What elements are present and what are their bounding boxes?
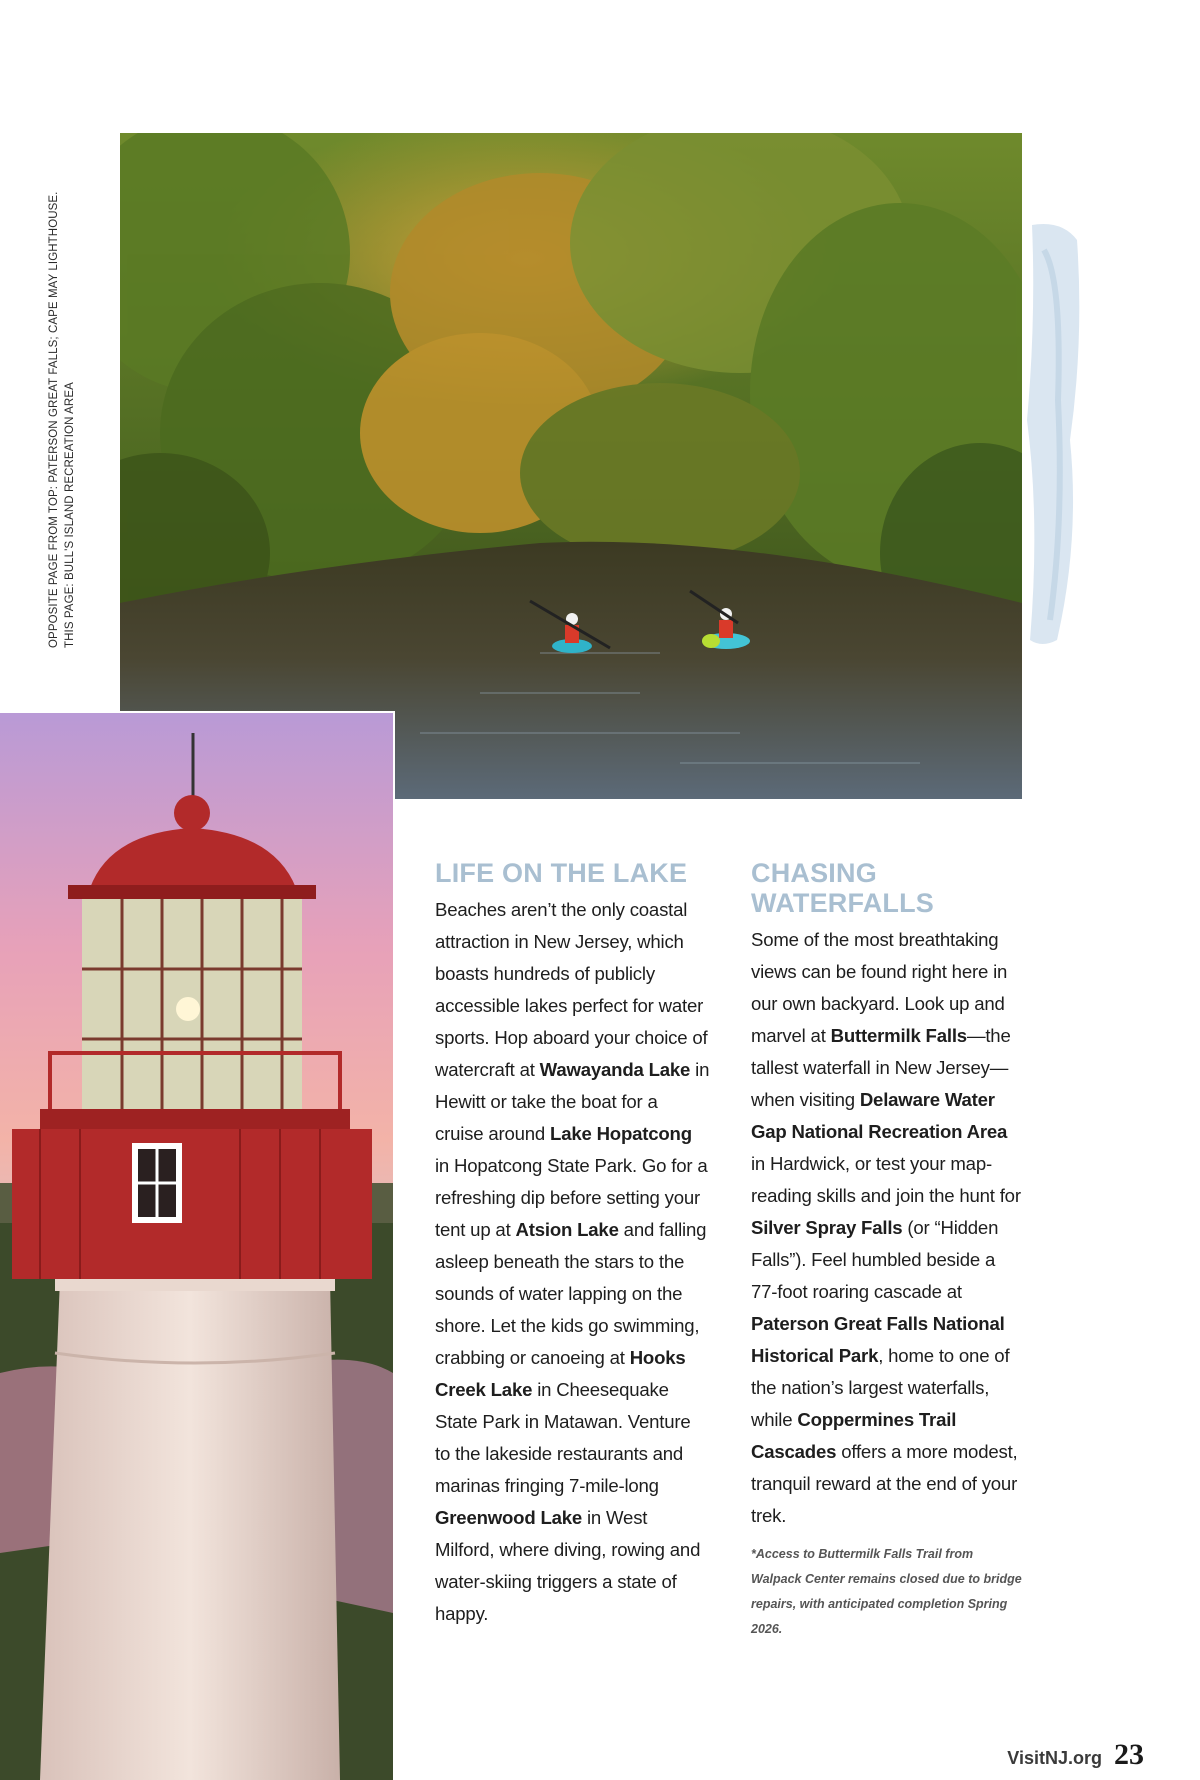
section-body-life-on-the-lake: Beaches aren’t the only coastal attraction in New Jersey, which boasts hundreds of publicly accessible lakes perfect for water sports. Hop aboard your choice of watercraft at Wawayanda Lake in Hewitt or take the boat for a cruise around Lake Hopatcong in Hopatcong State Park. Go for a refreshing dip before setting your tent up at Atsion Lake and falling asleep beneath the stars to the sounds of water lapping on the shore. Let the kids go swimming, crabbing or canoeing at Hooks Creek Lake in Cheesequake State Park in Matawan. Venture to the lakeside restaurants and marinas fringing 7-mile-long Greenwood Lake in West Milford, where diving, rowing and water-skiing triggers a state of happy. [435, 899, 710, 1624]
photo-credit-line-1: OPPOSITE PAGE FROM TOP: PATERSON GREAT FALLS; CAPE MAY LIGHTHOUSE. [48, 191, 60, 648]
section-body-chasing-waterfalls: Some of the most breathtaking views can be found right here in our own backyard. Look up and marvel at Buttermilk Falls—the tallest waterfall in New Jersey—when visiting Delaware Water Gap National Recreation Area in Hardwick, or test your map-reading skills and join the hunt for Silver Spray Falls (or “Hidden Falls”). Feel humbled beside a 77-foot roaring cascade at Paterson Great Falls National Historical Park, home to one of the nation’s largest waterfalls, while Coppermines Trail Cascades offers a more modest, tranquil reward at the end of your trek. [751, 929, 1021, 1526]
bold-place-name: Hooks Creek Lake [435, 1347, 686, 1400]
bold-place-name: Wawayanda Lake [539, 1059, 691, 1080]
website-url: VisitNJ.org [1007, 1748, 1102, 1768]
bold-place-name: Silver Spray Falls [751, 1217, 903, 1238]
section-chasing-waterfalls [751, 858, 1026, 1642]
section-heading-chasing-waterfalls: CHASING WATERFALLS [751, 858, 934, 918]
brush-stroke-decoration [1022, 220, 1092, 650]
section-life-on-the-lake [435, 858, 710, 1630]
bold-place-name: Lake Hopatcong [550, 1123, 692, 1144]
section-heading-life-on-the-lake: LIFE ON THE LAKE [435, 858, 688, 888]
page-number: 23 [1114, 1738, 1144, 1771]
bold-place-name: Buttermilk Falls [830, 1025, 967, 1046]
buttermilk-falls-access-note: *Access to Buttermilk Falls Trail from Walpack Center remains closed due to bridge repairs, with anticipated completion Spring 2026. [751, 1547, 1022, 1636]
bold-place-name: Atsion Lake [515, 1219, 619, 1240]
bold-place-name: Greenwood Lake [435, 1507, 583, 1528]
page-footer [1007, 1738, 1144, 1778]
bold-place-name: Delaware Water Gap National Recreation Area [751, 1089, 1008, 1142]
bold-place-name: Paterson Great Falls National Historical Park [751, 1313, 1005, 1366]
river-kayakers-photo [120, 133, 1022, 799]
photo-credit [46, 192, 78, 648]
bold-place-name: Coppermines Trail Cascades [751, 1409, 957, 1462]
cape-may-lighthouse-photo [0, 711, 395, 1780]
photo-credit-line-2: THIS PAGE: BULL'S ISLAND RECREATION AREA [64, 382, 76, 648]
